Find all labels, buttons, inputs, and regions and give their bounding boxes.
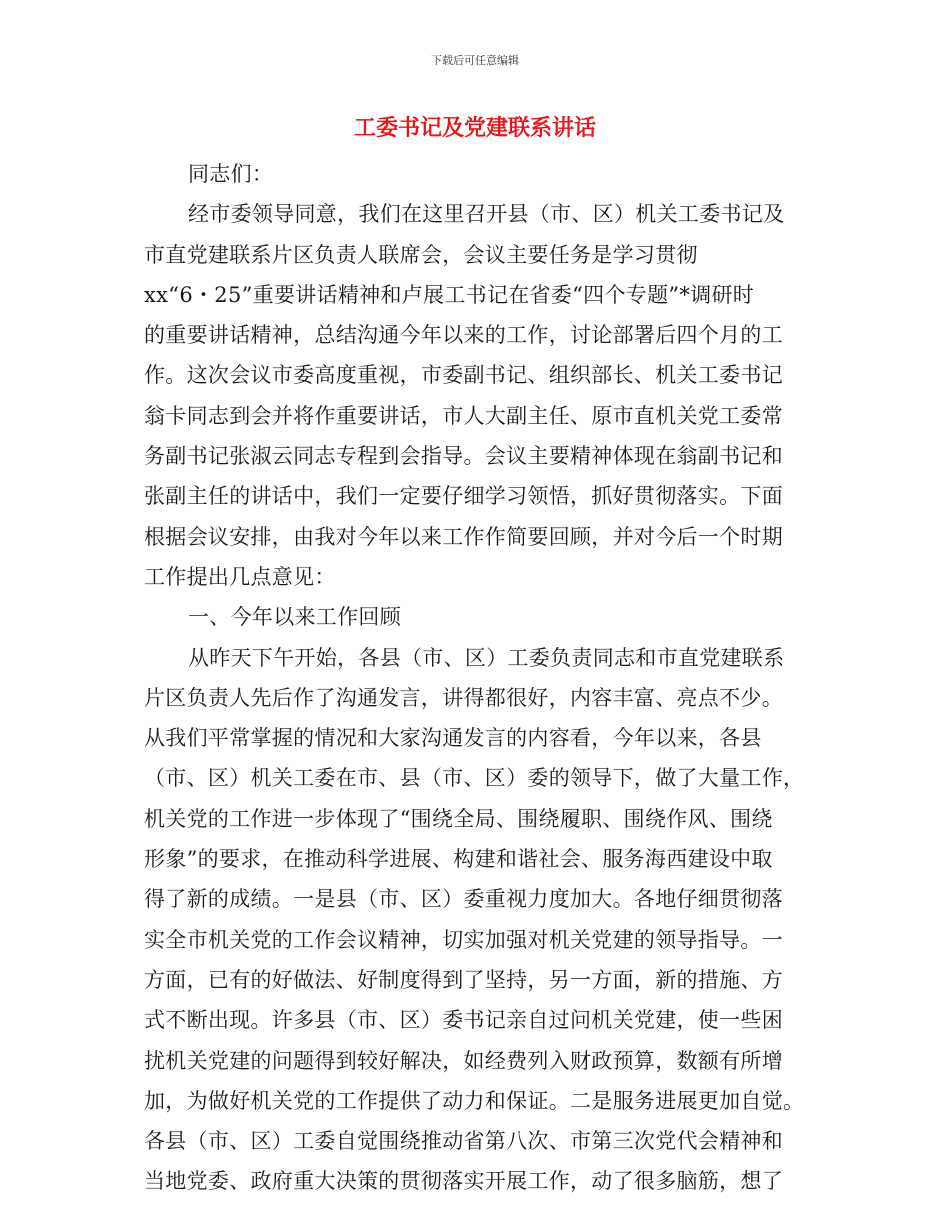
body-line: 片区负责人先后作了沟通发言，讲得都很好，内容丰富、亮点不少。	[144, 685, 783, 710]
body-line: 当地党委、政府重大决策的贯彻落实开展工作，动了很多脑筋，想了	[144, 1169, 783, 1194]
body-line: 形象”的要求，在推动科学进展、构建和谐社会、服务海西建设中取	[144, 847, 773, 872]
body-line: 得了新的成绩。一是县（市、区）委重视力度加大。各地仔细贯彻落	[144, 887, 783, 912]
body-line: 务副书记张淑云同志专程到会指导。会议主要精神体现在翁副书记和	[144, 444, 783, 469]
body-line: 机关党的工作进一步体现了“围绕全局、围绕履职、围绕作风、围绕	[144, 806, 773, 831]
body-line: 扰机关党建的问题得到较好解决，如经费列入财政预算，数额有所增	[144, 1048, 783, 1073]
body-line: 翁卡同志到会并将作重要讲话，市人大副主任、原市直机关党工委常	[144, 403, 783, 428]
document-body	[144, 154, 805, 1202]
body-line: xx“6・25”重要讲话精神和卢展工书记在省委“四个专题”*调研时	[144, 282, 755, 307]
body-line: 各县（市、区）工委自觉围绕推动省第八次、市第三次党代会精神和	[144, 1129, 783, 1154]
body-line: 市直党建联系片区负责人联席会，会议主要任务是学习贯彻	[144, 242, 698, 267]
section-heading: 一、今年以来工作回顾	[188, 605, 401, 630]
body-line: 作。这次会议市委高度重视，市委副书记、组织部长、机关工委书记	[144, 363, 783, 388]
body-line: 从昨天下午开始，各县（市、区）工委负责同志和市直党建联系	[188, 645, 785, 670]
body-line: 工作提出几点意见：	[144, 564, 336, 589]
body-line: 张副主任的讲话中，我们一定要仔细学习领悟，抓好贯彻落实。下面	[144, 484, 783, 509]
body-line: 根据会议安排，由我对今年以来工作作简要回顾，并对今后一个时期	[144, 524, 783, 549]
body-line: 经市委领导同意，我们在这里召开县（市、区）机关工委书记及	[188, 202, 785, 227]
body-line: 方面，已有的好做法、好制度得到了坚持，另一方面，新的措施、方	[144, 967, 783, 992]
header-note: 下载后可任意编辑	[431, 54, 519, 67]
body-line: 的重要讲话精神，总结沟通今年以来的工作，讨论部署后四个月的工	[144, 323, 783, 348]
body-line: （市、区）机关工委在市、县（市、区）委的领导下，做了大量工作，	[144, 766, 805, 791]
document-title: 工委书记及党建联系讲话	[353, 116, 596, 141]
body-line: 式不断出现。许多县（市、区）委书记亲自过问机关党建，使一些困	[144, 1008, 783, 1033]
body-line: 实全市机关党的工作会议精神，切实加强对机关党建的领导指导。一	[144, 927, 783, 952]
body-line: 从我们平常掌握的情况和大家沟通发言的内容看，今年以来，各县	[144, 726, 762, 751]
body-line: 加，为做好机关党的工作提供了动力和保证。二是服务进展更加自觉。	[144, 1088, 805, 1113]
salutation-line: 同志们：	[188, 162, 274, 186]
